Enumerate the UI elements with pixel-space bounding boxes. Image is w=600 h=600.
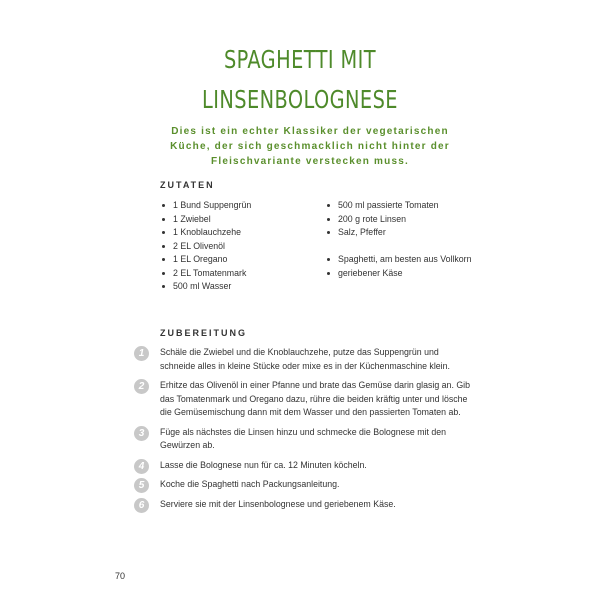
preparation-step (134, 379, 474, 420)
preparation-step (134, 426, 474, 453)
preparation-step (134, 459, 474, 473)
step-number-badge: 6 (134, 498, 149, 513)
ingredients-heading: ZUTATEN (160, 180, 215, 190)
recipe-title (42, 40, 558, 120)
ingredient-item: 1 Knoblauchzehe (160, 226, 320, 240)
preparation-step (134, 478, 474, 492)
preparation-steps (134, 346, 474, 517)
ingredients-list-right (325, 199, 515, 280)
recipe-title-line-1: SPAGHETTI MIT (223, 45, 377, 74)
step-text: Lasse die Bolognese nun für ca. 12 Minuten köcheln. (160, 459, 367, 470)
preparation-step (134, 498, 474, 512)
recipe-intro: Dies ist ein echter Klassiker der vegetarischen Küche, der sich geschmacklich nicht hinter der Fleischvariante verstecken muss. (170, 126, 450, 167)
step-text: Füge als nächstes die Linsen hinzu und schmecke die Bolognese mit den Gewürzen ab. (160, 426, 447, 450)
page-number: 70 (115, 571, 126, 581)
ingredient-item: 2 EL Tomatenmark (160, 267, 320, 281)
step-text: Serviere sie mit der Linsenbolognese und geriebenem Käse. (160, 498, 396, 509)
step-text: Schäle die Zwiebel und die Knoblauchzehe, putze das Suppengrün und schneide alles in kleine Stücke oder mixe es in der Küchenmaschine klein. (160, 347, 450, 371)
step-number-badge: 1 (134, 346, 149, 361)
ingredient-item: 500 ml passierte Tomaten (325, 199, 515, 213)
ingredient-item: Salz, Pfeffer (325, 226, 515, 240)
ingredient-item: geriebener Käse (325, 267, 515, 281)
ingredient-item: Spaghetti, am besten aus Vollkorn (325, 253, 515, 267)
step-number-badge: 2 (134, 379, 149, 394)
recipe-title-line-2: LINSENBOLOGNESE (202, 85, 398, 114)
ingredient-item: 1 Bund Suppengrün (160, 199, 320, 213)
preparation-step (134, 346, 474, 373)
step-text: Koche die Spaghetti nach Packungsanleitung. (160, 479, 340, 489)
step-number-badge: 4 (134, 459, 149, 474)
preparation-heading: ZUBEREITUNG (160, 328, 247, 338)
ingredient-item: 2 EL Olivenöl (160, 240, 320, 254)
step-text: Erhitze das Olivenöl in einer Pfanne und brate das Gemüse darin glasig an. Gib das Tomatenmark und Oregano dazu, rühre die beiden kräftig unter und lösche die Gemüsemischung dann mit dem Wasser und den passierten Tomaten ab. (160, 380, 471, 417)
ingredient-item: 1 Zwiebel (160, 213, 320, 227)
ingredient-item: 200 g rote Linsen (325, 213, 515, 227)
step-number-badge: 5 (134, 478, 149, 493)
ingredients-list-left (160, 199, 320, 294)
ingredient-item: 500 ml Wasser (160, 280, 320, 294)
ingredient-item: 1 EL Oregano (160, 253, 320, 267)
step-number-badge: 3 (134, 426, 149, 441)
